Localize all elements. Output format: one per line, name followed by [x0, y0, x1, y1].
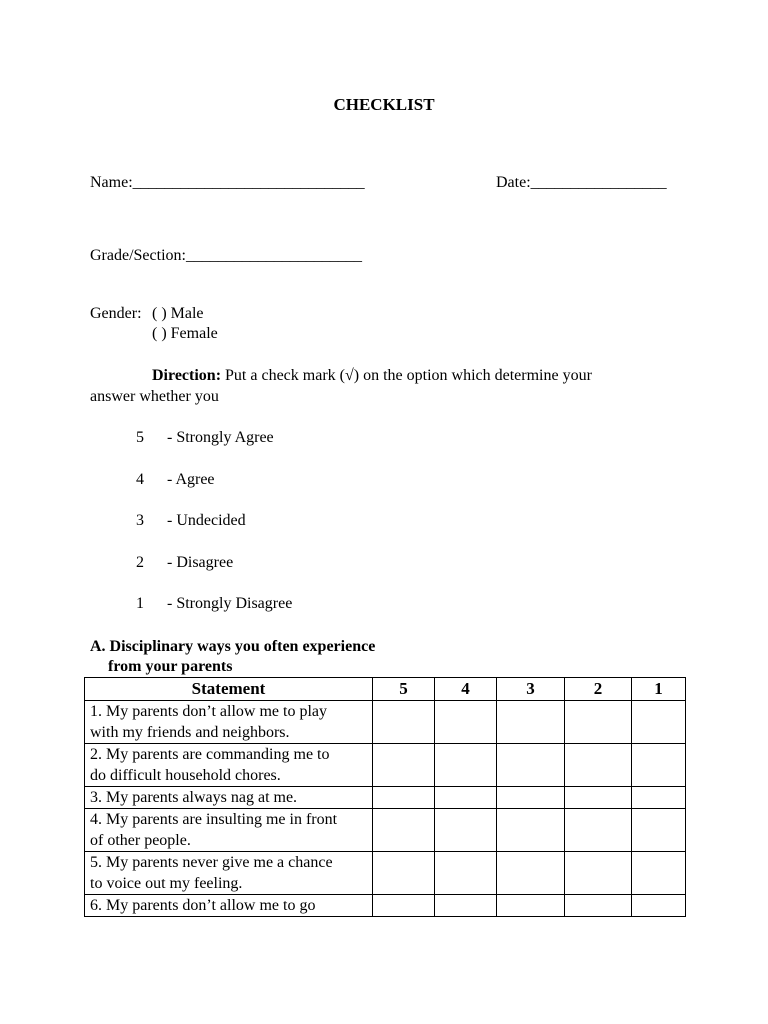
- date-label: Date:: [496, 174, 531, 191]
- rating-cell-1[interactable]: [632, 809, 686, 852]
- page-title: CHECKLIST: [333, 95, 435, 114]
- scale-item: [136, 470, 215, 490]
- header-statement: Statement: [85, 678, 373, 701]
- rating-cell-3[interactable]: [497, 701, 565, 744]
- rating-cell-1[interactable]: [632, 744, 686, 787]
- statement-text: 4. My parents are insulting me in front: [90, 811, 338, 828]
- scale-number: 4: [136, 471, 144, 488]
- statement-text: 2. My parents are commanding me to: [90, 746, 330, 763]
- statement-cell: [85, 701, 373, 744]
- header-4: 4: [435, 678, 497, 701]
- statement-text: to voice out my feeling.: [90, 875, 243, 892]
- scale-label: - Disagree: [167, 554, 234, 571]
- rating-cell-4[interactable]: [435, 809, 497, 852]
- rating-cell-2[interactable]: [565, 895, 632, 917]
- statement-text: 6. My parents don’t allow me to go: [90, 897, 316, 914]
- rating-cell-5[interactable]: [373, 809, 435, 852]
- rating-cell-4[interactable]: [435, 701, 497, 744]
- scale-number: 3: [136, 512, 144, 529]
- gender-female-option[interactable]: ( ) Female: [152, 325, 218, 342]
- table-row: [85, 701, 686, 744]
- rating-cell-4[interactable]: [435, 744, 497, 787]
- rating-cell-5[interactable]: [373, 852, 435, 895]
- scale-item: [136, 594, 292, 614]
- grade-section-label: Grade/Section:: [90, 247, 186, 264]
- header-1: 1: [632, 678, 686, 701]
- table-row: [85, 787, 686, 809]
- scale-item: [136, 511, 246, 531]
- header-2: 2: [565, 678, 632, 701]
- rating-cell-3[interactable]: [497, 895, 565, 917]
- rating-cell-3[interactable]: [497, 787, 565, 809]
- rating-cell-1[interactable]: [632, 701, 686, 744]
- direction-text: Put a check mark (√) on the option which determine your: [221, 367, 592, 384]
- scale-number: 1: [136, 595, 144, 612]
- statement-cell: [85, 744, 373, 787]
- rating-cell-2[interactable]: [565, 787, 632, 809]
- table-row: [85, 744, 686, 787]
- header-5: 5: [373, 678, 435, 701]
- rating-cell-5[interactable]: [373, 744, 435, 787]
- scale-item: [136, 553, 233, 573]
- statement-cell: [85, 852, 373, 895]
- checklist-table: [84, 677, 686, 917]
- direction-paragraph: [90, 365, 650, 407]
- scale-label: - Strongly Agree: [167, 429, 274, 446]
- gender-label: Gender:: [90, 305, 142, 322]
- date-field[interactable]: [496, 173, 667, 193]
- rating-cell-1[interactable]: [632, 787, 686, 809]
- statement-cell: [85, 787, 373, 809]
- name-label: Name:: [90, 174, 133, 191]
- grade-section-field[interactable]: [90, 246, 362, 266]
- statement-text: with my friends and neighbors.: [90, 724, 290, 741]
- scale-label: - Agree: [167, 471, 215, 488]
- grade-section-blank[interactable]: ______________________: [185, 247, 362, 264]
- scale-item: [136, 428, 274, 448]
- header-3: 3: [497, 678, 565, 701]
- section-heading-cont: from your parents: [108, 658, 233, 675]
- scale-label: - Undecided: [167, 512, 246, 529]
- direction-text-cont: answer whether you: [90, 388, 219, 405]
- rating-cell-5[interactable]: [373, 895, 435, 917]
- rating-cell-3[interactable]: [497, 744, 565, 787]
- statement-text: 5. My parents never give me a chance: [90, 854, 333, 871]
- table-row: [85, 852, 686, 895]
- rating-cell-3[interactable]: [497, 852, 565, 895]
- table-row: [85, 895, 686, 917]
- statement-text: of other people.: [90, 832, 191, 849]
- rating-cell-5[interactable]: [373, 787, 435, 809]
- name-blank[interactable]: _____________________________: [132, 174, 365, 191]
- rating-cell-5[interactable]: [373, 701, 435, 744]
- rating-cell-4[interactable]: [435, 787, 497, 809]
- statement-cell: [85, 895, 373, 917]
- statement-text: do difficult household chores.: [90, 767, 281, 784]
- rating-cell-4[interactable]: [435, 852, 497, 895]
- scale-label: - Strongly Disagree: [167, 595, 293, 612]
- table-header-row: [85, 678, 686, 701]
- gender-male-option[interactable]: ( ) Male: [152, 305, 204, 322]
- rating-cell-2[interactable]: [565, 809, 632, 852]
- rating-cell-2[interactable]: [565, 744, 632, 787]
- rating-cell-3[interactable]: [497, 809, 565, 852]
- date-blank[interactable]: _________________: [530, 174, 667, 191]
- scale-number: 2: [136, 554, 144, 571]
- table-row: [85, 809, 686, 852]
- rating-cell-4[interactable]: [435, 895, 497, 917]
- name-field[interactable]: [90, 173, 365, 193]
- statement-cell: [85, 809, 373, 852]
- direction-label: Direction:: [152, 367, 222, 384]
- statement-text: 3. My parents always nag at me.: [90, 789, 298, 806]
- section-heading: A. Disciplinary ways you often experience: [90, 638, 376, 655]
- rating-cell-1[interactable]: [632, 895, 686, 917]
- rating-cell-2[interactable]: [565, 852, 632, 895]
- rating-cell-2[interactable]: [565, 701, 632, 744]
- statement-text: 1. My parents don’t allow me to play: [90, 703, 327, 720]
- scale-number: 5: [136, 429, 144, 446]
- rating-cell-1[interactable]: [632, 852, 686, 895]
